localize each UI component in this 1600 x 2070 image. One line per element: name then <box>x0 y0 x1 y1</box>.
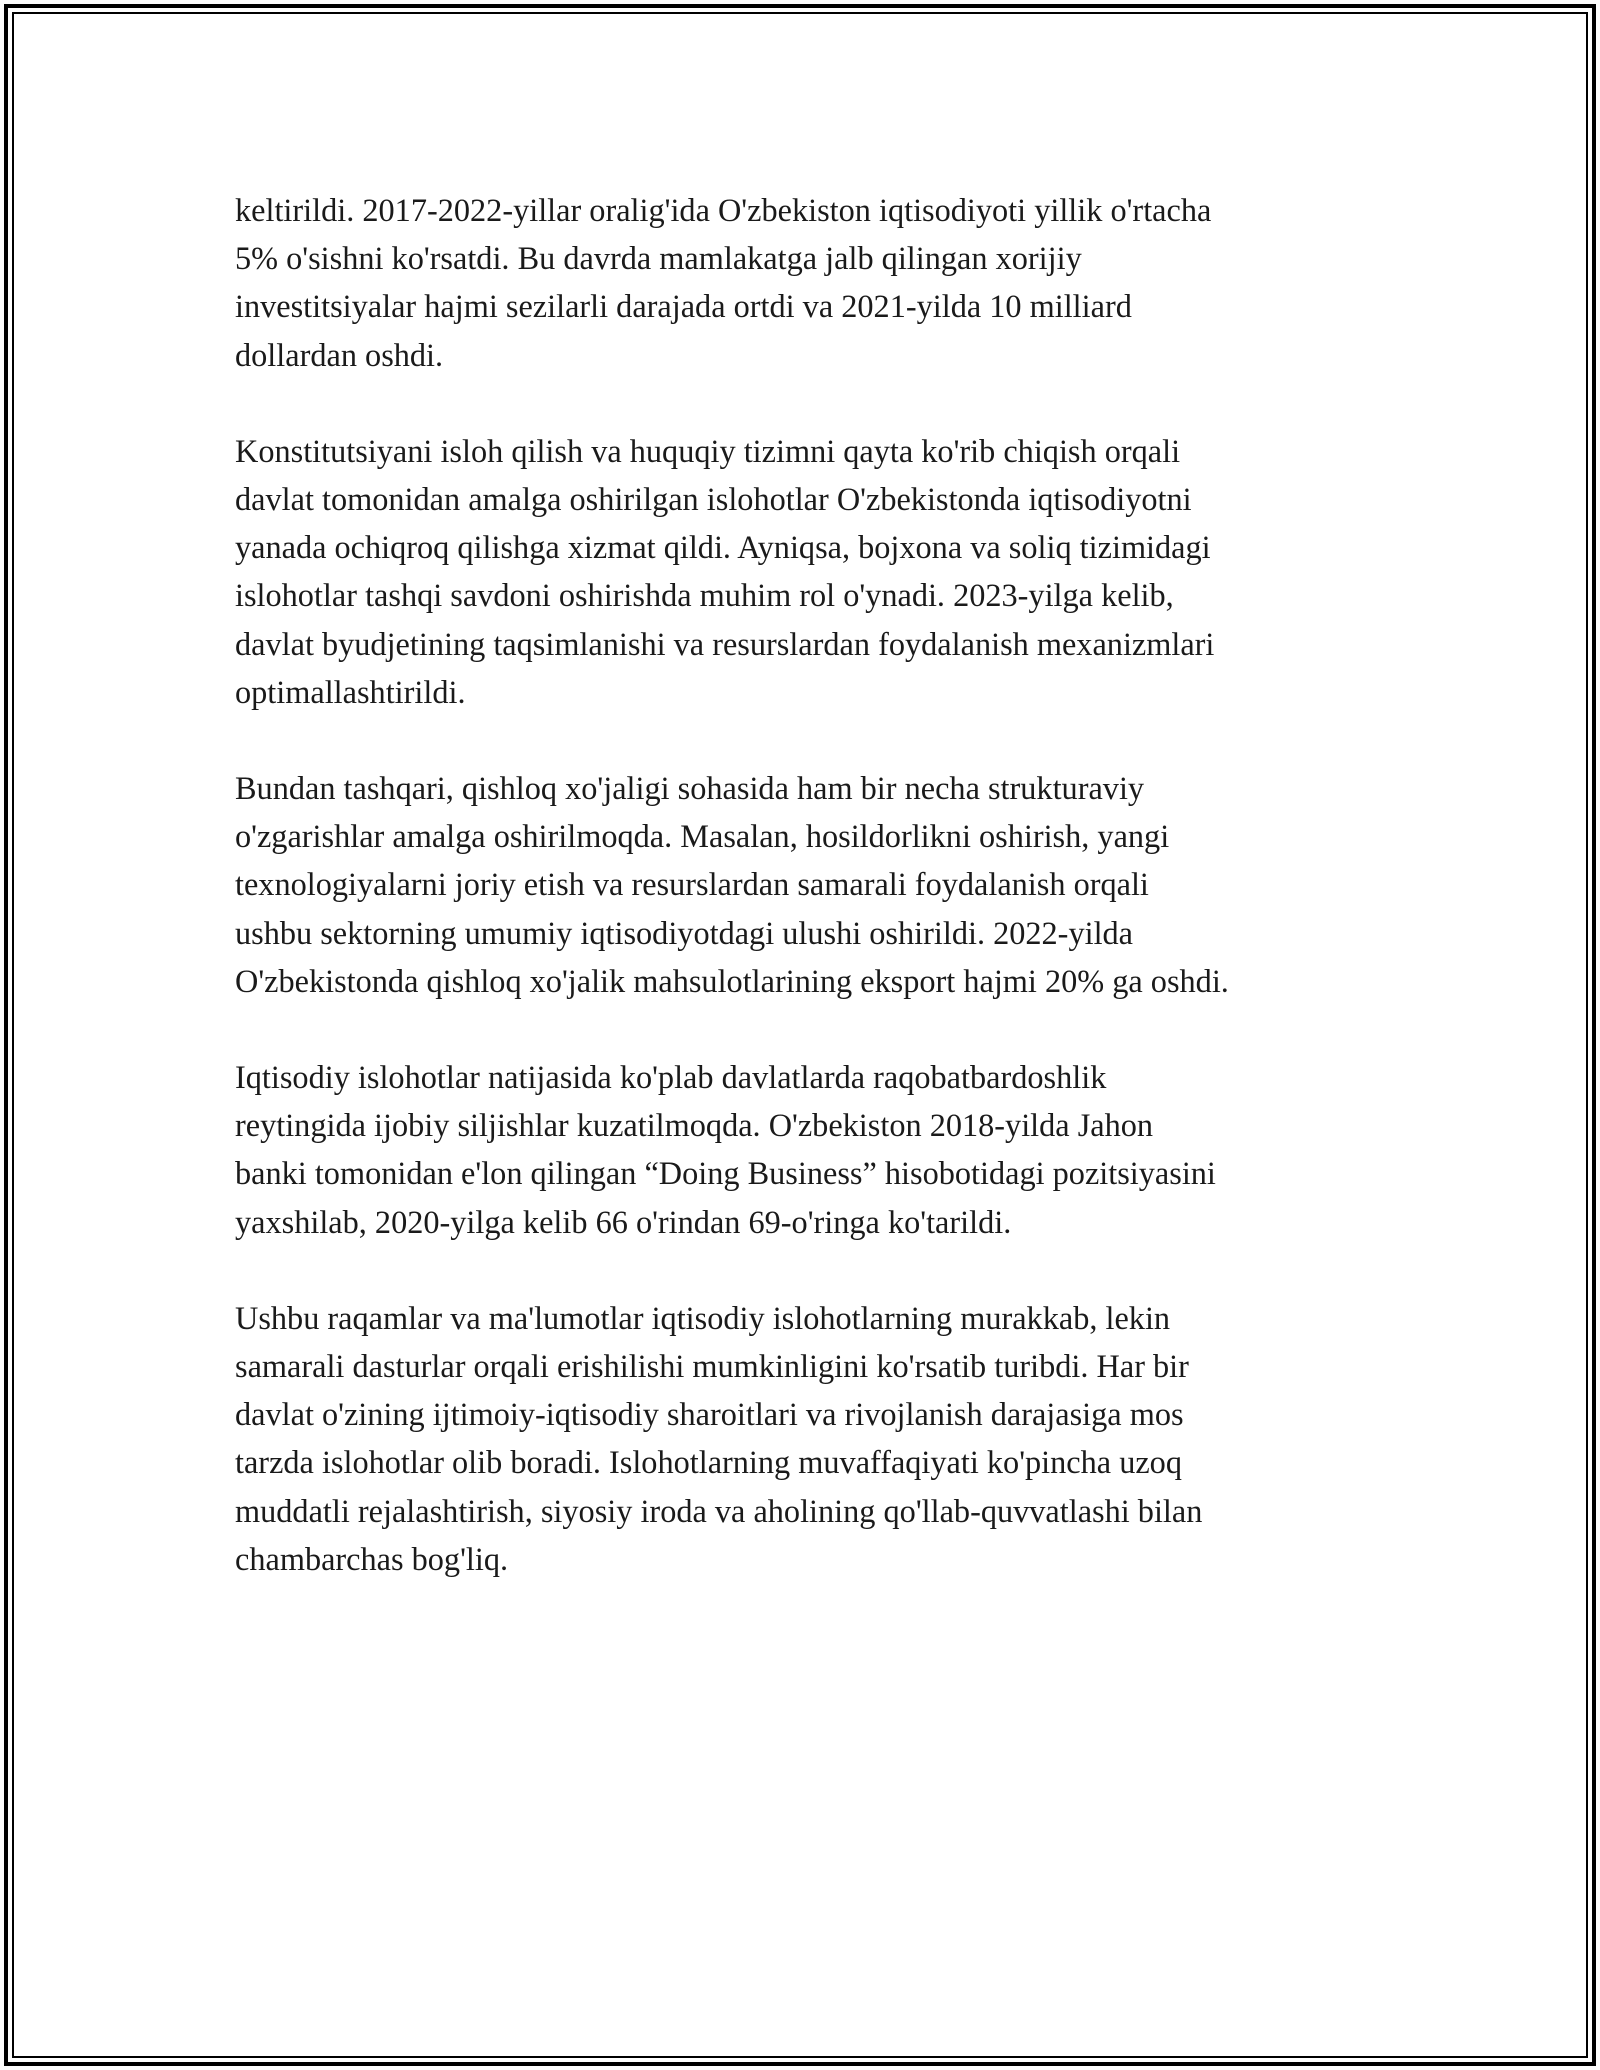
paragraph-line: texnologiyalarni joriy etish va resurslardan samarali foydalanish orqali <box>235 866 1149 903</box>
paragraph-line: yanada ochiqroq qilishga xizmat qildi. Ayniqsa, bojxona va soliq tizimidagi <box>235 529 1211 566</box>
paragraph-line: investitsiyalar hajmi sezilarli darajada ortdi va 2021-yilda 10 milliard <box>235 288 1132 325</box>
paragraph-line: Iqtisodiy islohotlar natijasida ko'plab davlatlarda raqobatbardoshlik <box>235 1059 1107 1096</box>
paragraph-line: dollardan oshdi. <box>235 336 444 373</box>
paragraph-line: davlat o'zining ijtimoiy-iqtisodiy sharoitlari va rivojlanish darajasiga mos <box>235 1396 1184 1433</box>
paragraph-4 <box>235 1053 1375 1246</box>
paragraph-line: davlat tomonidan amalga oshirilgan islohotlar O'zbekistonda iqtisodiyotni <box>235 481 1192 518</box>
paragraph-line: islohotlar tashqi savdoni oshirishda muhim rol o'ynadi. 2023-yilga kelib, <box>235 577 1174 614</box>
paragraph-line: O'zbekistonda qishloq xo'jalik mahsulotlarining eksport hajmi 20% ga oshdi. <box>235 962 1229 999</box>
paragraph-line: o'zgarishlar amalga oshirilmoqda. Masalan, hosildorlikni oshirish, yangi <box>235 818 1170 855</box>
paragraph-line: Ushbu raqamlar va ma'lumotlar iqtisodiy islohotlarning murakkab, lekin <box>235 1299 1171 1336</box>
paragraph-line: tarzda islohotlar olib boradi. Islohotlarning muvaffaqiyati ko'pincha uzoq <box>235 1444 1182 1481</box>
paragraph-line: reytingida ijobiy siljishlar kuzatilmoqda. O'zbekiston 2018-yilda Jahon <box>235 1107 1154 1144</box>
paragraph-line: optimallashtirildi. <box>235 673 466 710</box>
paragraph-line: Konstitutsiyani isloh qilish va huquqiy tizimni qayta ko'rib chiqish orqali <box>235 432 1181 469</box>
paragraph-1 <box>235 186 1375 379</box>
paragraph-line: Bundan tashqari, qishloq xo'jaligi sohasida ham bir necha strukturaviy <box>235 770 1145 807</box>
document-body <box>235 186 1375 1631</box>
paragraph-line: davlat byudjetining taqsimlanishi va resurslardan foydalanish mexanizmlari <box>235 625 1215 662</box>
paragraph-line: yaxshilab, 2020-yilga kelib 66 o'rindan 69-o'ringa ko'tarildi. <box>235 1203 1012 1240</box>
paragraph-line: 5% o'sishni ko'rsatdi. Bu davrda mamlakatga jalb qilingan xorijiy <box>235 240 1082 277</box>
paragraph-line: ushbu sektorning umumiy iqtisodiyotdagi ulushi oshirildi. 2022-yilda <box>235 914 1134 951</box>
paragraph-2 <box>235 427 1375 716</box>
paragraph-line: samarali dasturlar orqali erishilishi mumkinligini ko'rsatib turibdi. Har bir <box>235 1348 1189 1385</box>
paragraph-line: muddatli rejalashtirish, siyosiy iroda va aholining qo'llab-quvvatlashi bilan <box>235 1492 1203 1529</box>
paragraph-line: chambarchas bog'liq. <box>235 1540 509 1577</box>
paragraph-line: banki tomonidan e'lon qilingan “Doing Business” hisobotidagi pozitsiyasini <box>235 1155 1216 1192</box>
paragraph-5 <box>235 1294 1375 1583</box>
paragraph-3 <box>235 764 1375 1005</box>
paragraph-line: keltirildi. 2017-2022-yillar oralig'ida O'zbekiston iqtisodiyoti yillik o'rtacha <box>235 192 1212 228</box>
